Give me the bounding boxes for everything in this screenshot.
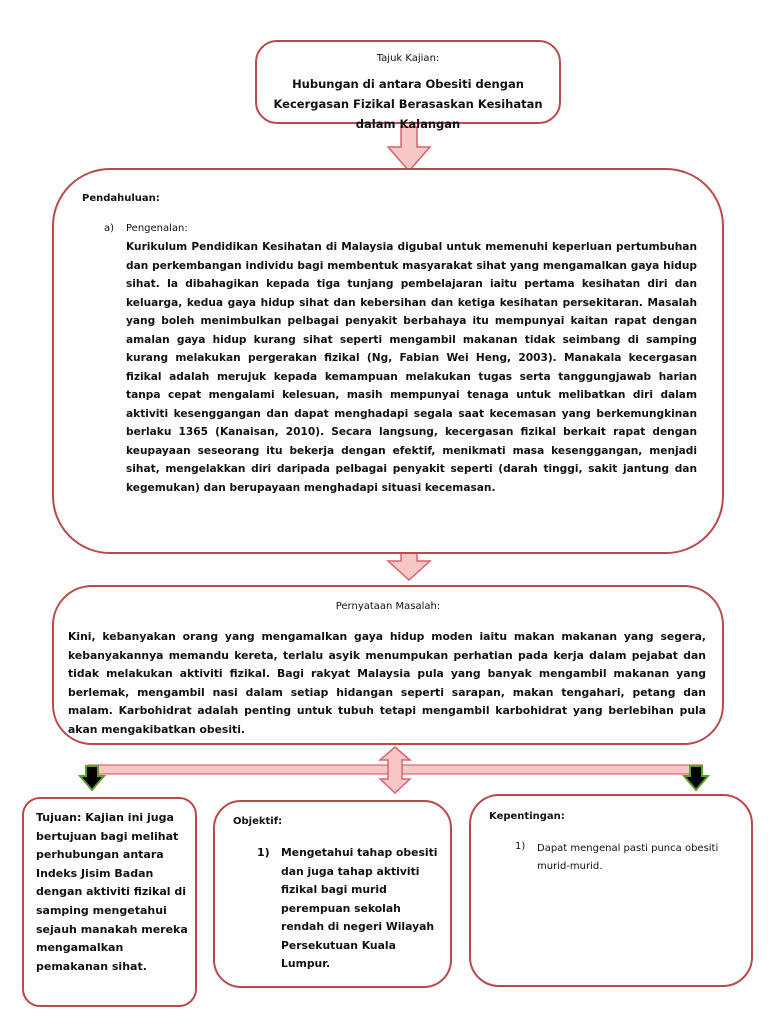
objective-label: Objektif: xyxy=(233,816,283,827)
objective-item-text: Mengetahui tahap obesiti dan juga tahap aktiviti fizikal bagi murid perempuan sekolah rendah di negeri Wilayah Persekutuan Kuala Lumpur. xyxy=(281,846,438,970)
problem-statement-box xyxy=(52,585,724,745)
title-label: Tajuk Kajian: xyxy=(376,53,440,64)
importance-label: Kepentingan: xyxy=(489,811,565,822)
introduction-label: Pendahuluan: xyxy=(82,193,160,204)
problem-statement-label: Pernyataan Masalah: xyxy=(335,601,441,612)
importance-item-text: Dapat mengenal pasti punca obesiti murid-murid. xyxy=(537,843,719,872)
introduction-box xyxy=(52,168,724,554)
objective-item-number: 1) xyxy=(257,846,270,859)
objective-box xyxy=(213,800,452,988)
purpose-box xyxy=(22,797,197,1007)
importance-item-number: 1) xyxy=(515,841,526,852)
problem-statement-text: Kini, kebanyakan orang yang mengamalkan gaya hidup moden iaitu makan makanan yang segera, kebanyakannya memandu kereta, terlalu asyik menumpukan perhatian pada kerja dalam pejabat dan tidak melakukan aktiviti fizikal. Bagi rakyat Malaysia pula yang banyak mengambil makanan yang berlemak, mengambil nasi dalam setiap hidangan seperti sarapan, makan tengahari, petang dan malam. Karbohidrat adalah penting untuk tubuh tetapi mengambil karbohidrat yang berlebihan pula akan mengakibatkan obesiti. xyxy=(68,630,706,736)
list-marker: a) xyxy=(104,223,115,234)
importance-box xyxy=(469,794,753,987)
purpose-label: Tujuan: xyxy=(36,811,82,824)
title-box xyxy=(255,40,561,131)
purpose-text: Kajian ini juga bertujuan bagi melihat perhubungan antara Indeks Jisim Badan dengan aktiviti fizikal di samping mengetahui sejauh manakah mereka mengamalkan pemakanan sihat. xyxy=(36,811,188,973)
sublabel-text: Pengenalan: xyxy=(126,223,188,234)
purpose-content xyxy=(36,809,188,976)
title-text: Hubungan di antara Obesiti dengan Kecergasan Fizikal Berasaskan Kesihatan dalam Kalangan xyxy=(273,77,543,131)
introduction-sublabel xyxy=(104,223,188,234)
introduction-text: Kurikulum Pendidikan Kesihatan di Malaysia digubal untuk memenuhi keperluan pertumbuhan dan perkembangan individu bagi membentuk masyarakat sihat yang mengamalkan gaya hidup sihat. Ia dibahagikan kepada tiga tunjang pembelajaran iaitu pertama kesihatan diri dan keluarga, kedua gaya hidup sihat dan kebersihan dan ketiga kesihatan persekitaran. Masalah yang boleh menimbulkan pelbagai penyakit berbahaya itu mempunyai kaitan rapat dengan amalan gaya hidup kurang sihat seperti mengambil makanan tidak seimbang di samping kurang melakukan pergerakan fizikal (Ng, Fabian Wei Heng, 2003). Manakala kecergasan fizikal adalah merujuk kepada kemampuan melakukan tugas serta tanggungjawab harian tanpa cepat mengalami kelesuan, masih mempunyai tenaga untuk melibatkan diri dalam aktiviti kesenggangan dan dapat menghadapi segala saat kecemasan yang berkemungkinan berlaku 1365 (Kanaisan, 2010). Secara langsung, kecergasan fizikal berkait rapat dengan keupayaan seseorang itu bekerja dengan efektif, menikmati masa kesenggangan, menjadi sihat, mengelakkan diri daripada pelbagai penyakit seperti (darah tinggi, sakit jantung dan kegemukan) dan berupayaan menghadapi situasi kecemasan. xyxy=(126,241,697,494)
